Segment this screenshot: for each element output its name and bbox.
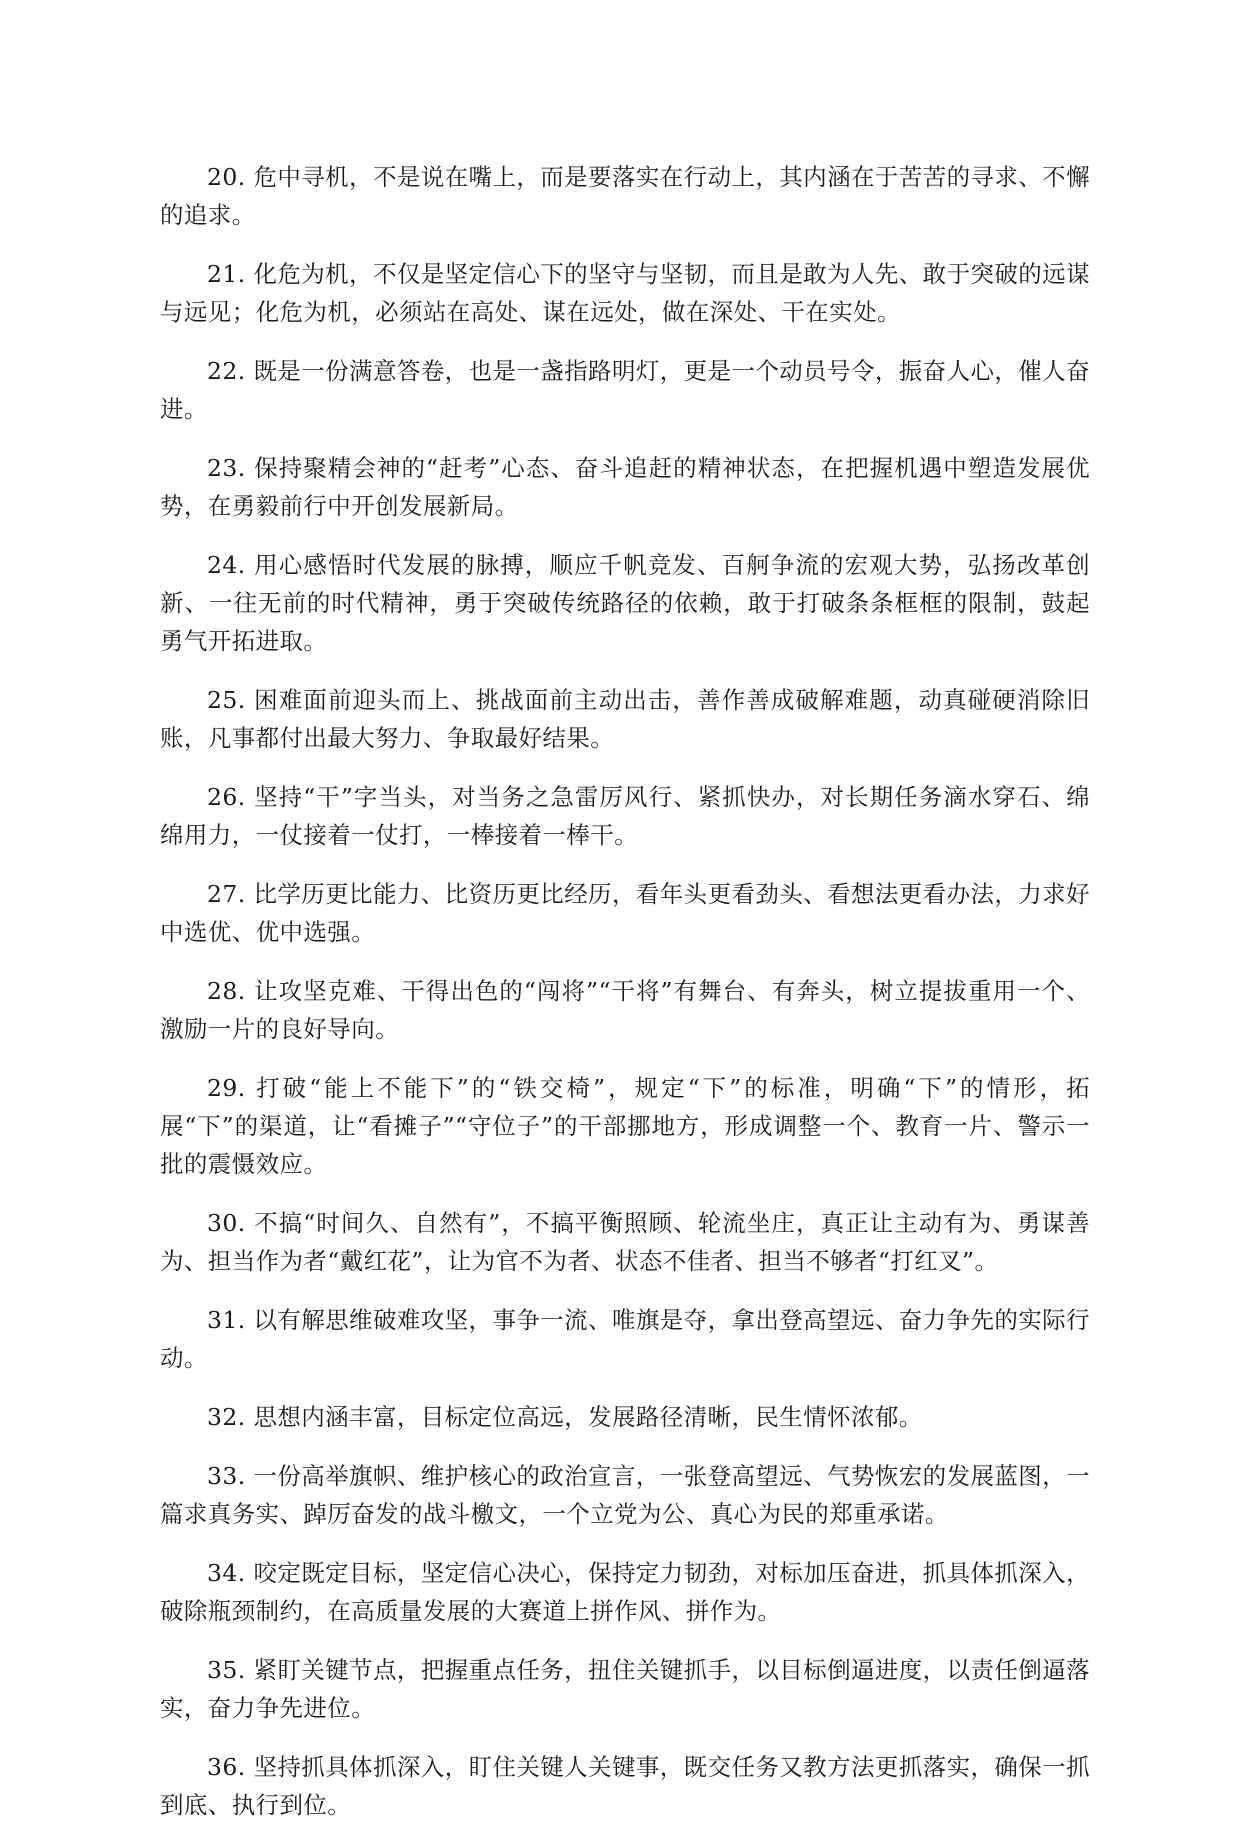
document-page — [160, 158, 1090, 1845]
paragraph-32: 32. 思想内涵丰富，目标定位高远，发展路径清晰，民生情怀浓郁。 — [207, 1403, 923, 1431]
paragraph-36: 36. 坚持抓具体抓深入，盯住关键人关键事，既交任务又教方法更抓落实，确保一抓到底、执行到位。 — [160, 1753, 1090, 1819]
paragraph-24: 24. 用心感悟时代发展的脉搏，顺应千帆竞发、百舸争流的宏观大势，弘扬改革创新、一往无前的时代精神，勇于突破传统路径的依赖，敢于打破条条框框的限制，鼓起勇气开拓进取。 — [160, 551, 1090, 655]
paragraph-30: 30. 不搞“时间久、自然有”，不搞平衡照顾、轮流坐庄，真正让主动有为、勇谋善为、担当作为者“戴红花”，让为官不为者、状态不佳者、担当不够者“打红叉”。 — [160, 1209, 1090, 1275]
paragraph-33: 33. 一份高举旗帜、维护核心的政治宣言，一张登高望远、气势恢宏的发展蓝图，一篇求真务实、踔厉奋发的战斗檄文，一个立党为公、真心为民的郑重承诺。 — [160, 1462, 1090, 1528]
paragraph-21: 21. 化危为机，不仅是坚定信心下的坚守与坚韧，而且是敢为人先、敢于突破的远谋与远见；化危为机，必须站在高处、谋在远处，做在深处、干在实处。 — [160, 260, 1090, 326]
paragraph-26: 26. 坚持“干”字当头，对当务之急雷厉风行、紧抓快办，对长期任务滴水穿石、绵绵用力，一仗接着一仗打，一棒接着一棒干。 — [160, 783, 1090, 849]
paragraph-22: 22. 既是一份满意答卷，也是一盏指路明灯，更是一个动员号令，振奋人心，催人奋进。 — [160, 357, 1090, 423]
paragraph-23: 23. 保持聚精会神的“赶考”心态、奋斗追赶的精神状态，在把握机遇中塑造发展优势，在勇毅前行中开创发展新局。 — [160, 454, 1090, 520]
paragraph-20: 20. 危中寻机，不是说在嘴上，而是要落实在行动上，其内涵在于苦苦的寻求、不懈的追求。 — [160, 163, 1090, 229]
paragraph-25: 25. 困难面前迎头而上、挑战面前主动出击，善作善成破解难题，动真碰硬消除旧账，凡事都付出最大努力、争取最好结果。 — [160, 686, 1090, 752]
paragraph-28: 28. 让攻坚克难、干得出色的“闯将”“干将”有舞台、有奔头，树立提拔重用一个、激励一片的良好导向。 — [160, 977, 1090, 1043]
paragraph-34: 34. 咬定既定目标，坚定信心决心，保持定力韧劲，对标加压奋进，抓具体抓深入，破除瓶颈制约，在高质量发展的大赛道上拼作风、拼作为。 — [160, 1559, 1090, 1625]
paragraph-29: 29. 打破“能上不能下”的“铁交椅”，规定“下”的标准，明确“下”的情形，拓展“下”的渠道，让“看摊子”“守位子”的干部挪地方，形成调整一个、教育一片、警示一批的震慑效应。 — [160, 1074, 1090, 1178]
paragraph-35: 35. 紧盯关键节点，把握重点任务，扭住关键抓手，以目标倒逼进度，以责任倒逼落实，奋力争先进位。 — [160, 1656, 1090, 1722]
paragraph-31: 31. 以有解思维破难攻坚，事争一流、唯旗是夺，拿出登高望远、奋力争先的实际行动。 — [160, 1306, 1090, 1372]
paragraph-27: 27. 比学历更比能力、比资历更比经历，看年头更看劲头、看想法更看办法，力求好中选优、优中选强。 — [160, 880, 1090, 946]
